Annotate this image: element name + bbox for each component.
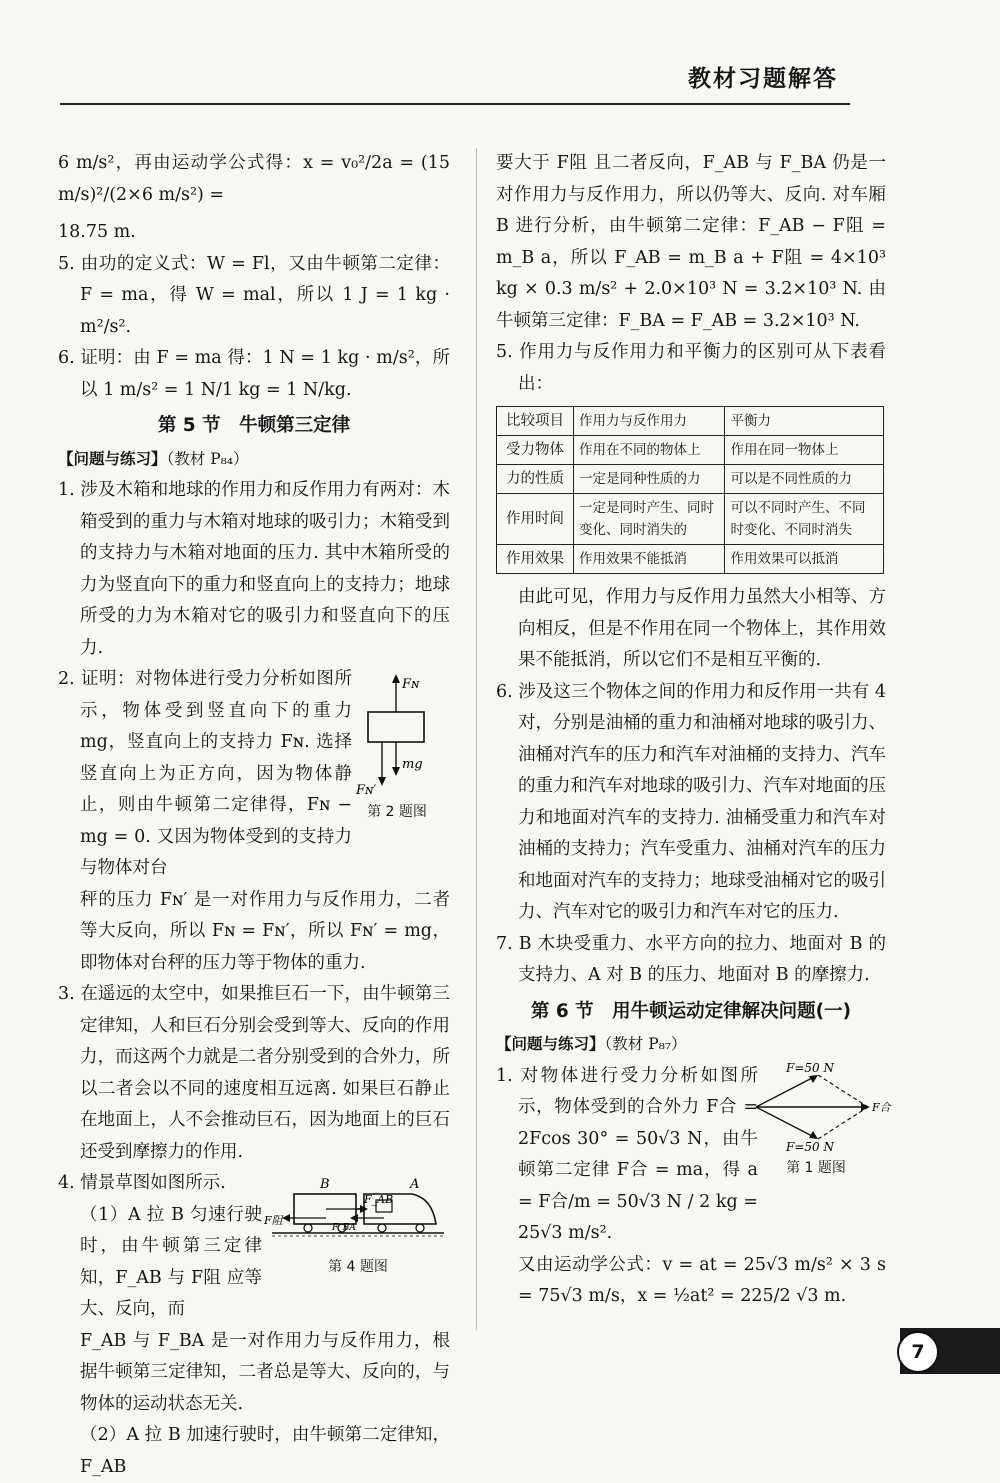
column-divider	[476, 148, 477, 1330]
exercise-tag	[496, 1029, 886, 1061]
sec5-answer-5-conclusion: 由此可见，作用力与反作用力虽然大小相等、方向相反，但是不作用在同一个物体上，其作用效果不能抵消，所以它们不是相互平衡的.	[518, 587, 886, 670]
sec5-answer-3: 3. 在遥远的太空中，如果推巨石一下，由牛顿第三定律知，人和巨石分别会受到等大、反向的作用力，而这两个力就是二者分别受到的合外力，所以二者会以不同的速度相互远离. 如果巨石静止在地面上，人不会推动巨石，因为地面上的巨石还受到摩擦力的作用.	[58, 984, 450, 1162]
figure-1-caption: 第 1 题图	[786, 1159, 846, 1176]
fig4-label-fz: F阻	[264, 1214, 283, 1227]
table-row	[497, 545, 884, 574]
table-row	[497, 465, 884, 494]
table-cell-action-reaction: 作用力与反作用力	[574, 407, 725, 436]
fig1-label-bottom: F=50 N	[786, 1139, 834, 1154]
sec5-answer-2b: 秤的压力 Fɴ′ 是一对作用力与反作用力，二者等大反向，所以 Fɴ = Fɴ′，所以 Fɴ′ = mg，即物体对台秤的压力等于物体的重力.	[80, 889, 450, 973]
table-cell-action-reaction: 一定是同时产生、同时变化、同时消失的	[574, 494, 725, 545]
answer-line: 6 m/s²，再由运动学公式得：x = v₀²/2a = (15 m/s)²/(2×6 m/s²) =	[58, 153, 450, 205]
exercise-tag-label: 【问题与练习】	[496, 1035, 605, 1053]
header-rule	[60, 103, 850, 105]
sec6-answer-1b: 又由运动学公式：v = at = 25√3 m/s² × 3 s = 75√3 m/s，x = ½at² = 225/2 √3 m.	[518, 1254, 886, 1306]
exercise-tag-ref: （教材 P₈₇）	[604, 1035, 687, 1053]
force-diagram-block	[342, 672, 452, 797]
left-column	[58, 148, 450, 1483]
sec6-answer-1-block	[496, 1060, 891, 1250]
answer-6: 6. 证明：由 F = ma 得：1 N = 1 kg · m/s²，所以 1 m/s² = 1 N/1 kg = 1 N/kg.	[58, 348, 450, 400]
force-parallelogram	[746, 1060, 891, 1154]
sec5-answer-2-block	[58, 664, 450, 885]
table-row-header: 作用效果	[497, 545, 574, 574]
table-row	[497, 436, 884, 465]
sec5-answer-7: 7. B 木块受重力、水平方向的拉力、地面对 B 的支持力、A 对 B 的压力、地面对 B 的摩擦力.	[496, 933, 886, 985]
table-cell-balanced: 作用在同一物体上	[725, 436, 884, 465]
sec5-answer-5: 5. 作用力与反作用力和平衡力的区别可从下表看出：	[496, 342, 886, 394]
sec5-answer-4-block	[58, 1168, 450, 1326]
figure-4	[264, 1172, 452, 1284]
figure-1	[746, 1060, 891, 1185]
answer-5: 5. 由功的定义式：W = Fl，又由牛顿第二定律：F = ma，得 W = mal，所以 1 J = 1 kg · m²/s².	[58, 253, 450, 337]
fig4-label-fab: F_AB	[364, 1193, 394, 1206]
table-row-header: 力的性质	[497, 465, 574, 494]
exercise-tag-ref: （教材 P₈₄）	[166, 449, 249, 468]
table-row-header: 比较项目	[497, 407, 574, 436]
sec5-answer-6: 6. 涉及这三个物体之间的作用力和反作用一共有 4 对，分别是油桶的重力和油桶对地球的吸引力、油桶对汽车的压力和汽车对油桶的支持力、汽车的重力和汽车对地球的吸引力、汽车对地面的压力和地面对汽车的支持力. 油桶受重力和汽车对油桶的支持力；汽车受重力、油桶对汽车的压力和地面对汽车的支持力；地球受油桶对它的吸引力、汽车对它的吸引力和汽车对它的压力.	[496, 681, 886, 922]
section-title-5: 第 5 节 牛顿第三定律	[157, 415, 351, 436]
section-title-6: 第 6 节 用牛顿运动定律解决问题(一)	[530, 1000, 852, 1022]
fig1-label-res: F合	[872, 1100, 891, 1114]
table-cell-balanced: 平衡力	[725, 407, 884, 436]
table-cell-action-reaction: 一定是同种性质的力	[574, 465, 725, 494]
header-title: 教材习题解答	[688, 66, 838, 92]
sec5-answer-4c: F_AB 与 F_BA 是一对作用力与反作用力，根据牛顿第三定律知，二者总是等大、反向的，与物体的运动状态无关.	[80, 1330, 450, 1414]
exercise-tag-label: 【问题与练习】	[58, 449, 167, 468]
comparison-table	[496, 406, 884, 574]
figure-2	[342, 672, 452, 829]
right-column	[496, 148, 891, 1313]
table-cell-action-reaction: 作用效果不能抵消	[574, 545, 725, 574]
fig1-label-top: F=50 N	[786, 1060, 834, 1075]
figure-2-caption: 第 2 题图	[367, 804, 427, 820]
fig4-label-a: A	[410, 1177, 420, 1192]
exercise-tag	[58, 444, 450, 476]
sec5-answer-1: 1. 涉及木箱和地球的作用力和反作用力有两对：木箱受到的重力与木箱对地球的吸引力；木箱受到的支持力与木箱对地面的压力. 其中木箱所受的力为竖直向下的重力和竖直向上的支持力；地球所受的力为木箱对它的吸引力和竖直向下的压力.	[58, 480, 450, 658]
fig2-label-mg: mg	[402, 757, 423, 772]
sec5-answer-4b: （1）A 拉 B 匀速行驶时，由牛顿第三定律知，F_AB 与 F阻 应等大、反向，而	[80, 1204, 262, 1319]
train-diagram	[264, 1172, 452, 1252]
table-row	[497, 494, 884, 545]
answer-4-continued: 要大于 F阻 且二者反向，F_AB 与 F_BA 仍是一对作用力与反作用力，所以仍等大、反向. 对车厢 B 进行分析，由牛顿第二定律：F_AB − F阻 = m_B a，所以 F_AB = m_B a + F阻 = 4×10³ kg × 0.3 m/s² + 2.0×10³ N = 3.2×10³ N. 由牛顿第三定律：F_BA = F_AB = 3.2×10³ N.	[496, 153, 886, 331]
page-number: 7	[897, 1331, 939, 1373]
table-cell-balanced: 作用效果可以抵消	[725, 545, 884, 574]
table-row-header: 受力物体	[497, 436, 574, 465]
table-cell-balanced: 可以是不同性质的力	[725, 465, 884, 494]
sec5-answer-4a: 4. 情景草图如图所示.	[58, 1173, 226, 1193]
sec5-answer-2a: 2. 证明：对物体进行受力分析如图所示，物体受到竖直向下的重力 mg，竖直向上的支持力 Fɴ. 选择竖直向上为正方向，因为物体静止，则由牛顿第二定律得，Fɴ − mg = 0. 又因为物体受到的支持力与物体对台	[58, 669, 352, 878]
table-cell-action-reaction: 作用在不同的物体上	[574, 436, 725, 465]
fig2-label-fn2: Fɴ′	[356, 783, 377, 798]
fig2-label-fn: Fɴ	[402, 677, 420, 692]
figure-4-caption: 第 4 题图	[328, 1259, 388, 1275]
table-cell-balanced: 可以不同时产生、不同时变化、不同时消失	[725, 494, 884, 545]
sec5-answer-4d: （2）A 拉 B 加速行驶时，由牛顿第二定律知，F_AB	[80, 1425, 450, 1477]
table-row	[497, 407, 884, 436]
sec6-answer-1a: 1. 对物体进行受力分析如图所示，物体受到的合外力 F合 = 2Fcos 30° = 50√3 N，由牛顿第二定律 F合 = ma，得 a = F合/m = 50√3 N / 2 kg = 25√3 m/s².	[496, 1065, 758, 1243]
answer-line: 18.75 m.	[58, 222, 136, 242]
fig4-label-b: B	[320, 1177, 330, 1192]
table-row-header: 作用时间	[497, 494, 574, 545]
fig4-label-fba: F_BA	[332, 1223, 356, 1233]
